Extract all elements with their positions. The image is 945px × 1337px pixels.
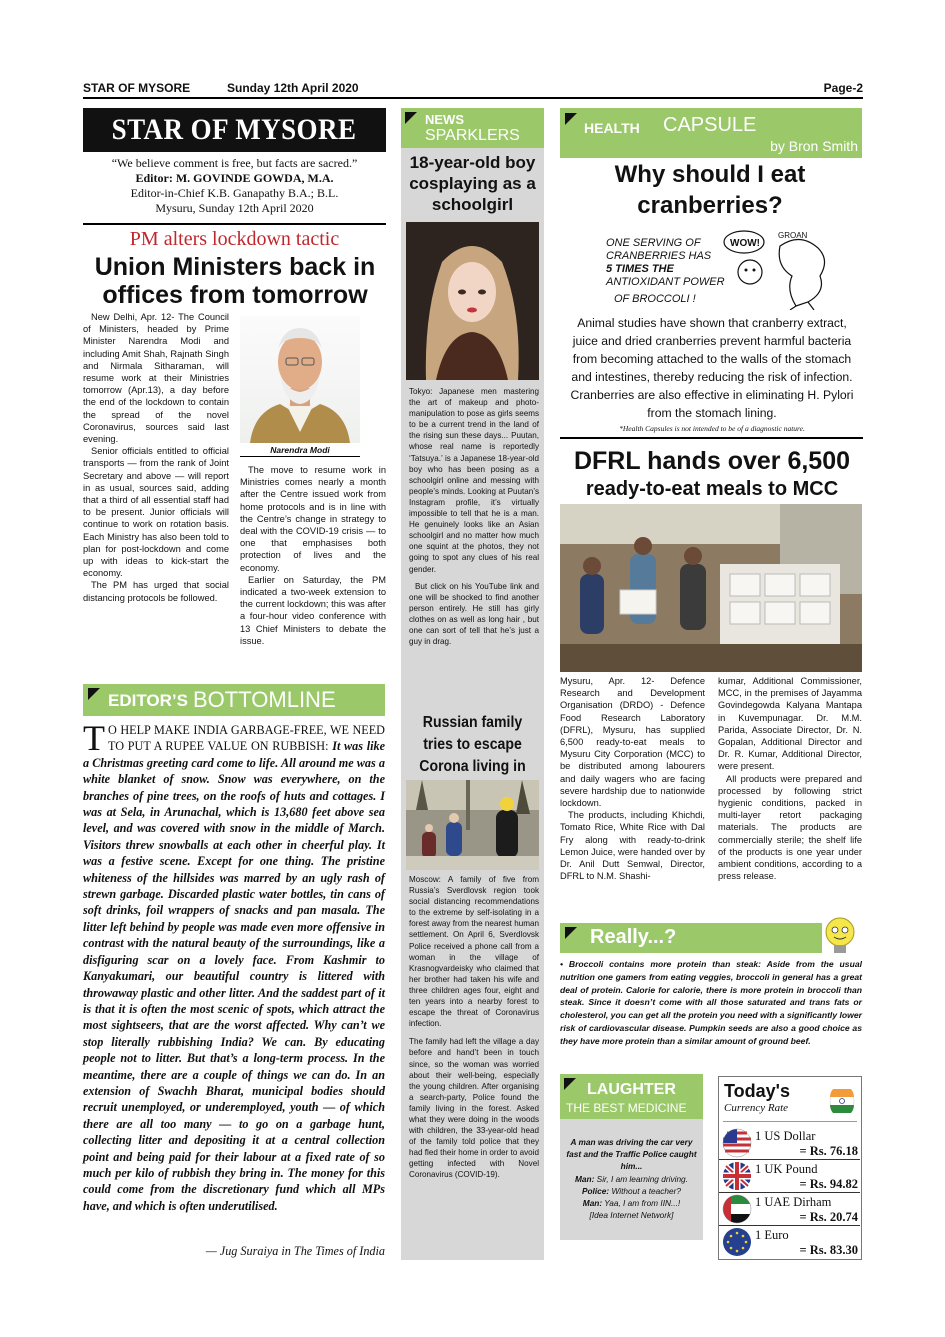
health-rule xyxy=(560,437,863,439)
laughter-banner xyxy=(560,1074,703,1119)
joke-speaker: Police: xyxy=(581,1185,610,1196)
cartoon-line-2: CRANBERRIES HAS xyxy=(606,250,712,262)
forest-family-illustration xyxy=(406,780,539,870)
modi-photo xyxy=(240,316,360,443)
best-medicine-label: THE BEST MEDICINE xyxy=(566,1101,687,1115)
joke-line xyxy=(564,1197,699,1209)
editor-credit: — Jug Suraiya in The Times of India xyxy=(205,1244,385,1258)
editor-lead-caps: O HELP MAKE INDIA GARBAGE-FREE, WE NEED TO PUT A RUPEE VALUE ON RUBBISH: xyxy=(108,723,385,754)
masthead-rule xyxy=(83,223,386,225)
editor-dropcap: T xyxy=(83,718,105,758)
joke-line xyxy=(564,1173,699,1185)
lead-col2-paragraph-2: Earlier on Saturday, the PM indicated a two-week extension to the current lockdown; this was after a four-hour video conference with 13 Chief Ministers to debate the issue. xyxy=(240,574,386,646)
sparkler-1-paragraph-2: But click on his YouTube link and one will be shocked to find another person entirely. He still has girly clothes on as well as long hair , but one can sort of tell that he’s just a guy in drag. xyxy=(409,581,539,647)
lead-col1-paragraph-1: New Delhi, Apr. 12- The Council of Ministers, headed by Prime Minister Narendra Modi and including Amit Shah, Rajnath Singh and Nirmala Sitharaman, will resume work at their Ministries tomorrow (Apr.13), a day before the end of the lockdown to contain the spread of the novel Coronavirus, sources said last evening. xyxy=(83,312,229,445)
currency-row xyxy=(719,1160,860,1193)
health-disclaimer: *Health Capsules is not intended to be of a diagnostic nature. xyxy=(619,424,805,433)
dfrl-col1-paragraph-1: Mysuru, Apr. 12- Defence Research and Development Organisation (DRDO) - Defence Food Research Laboratory (DFRL), Mysuru, has supplied 6,500 ready-to-eat meals to Mysuru City Corporation (MCC) to be distributed among labourers and daily wagers who are facing severe hardship due to nationwide lockdown. xyxy=(560,676,705,809)
dfrl-subhead: ready-to-eat meals to MCC xyxy=(585,478,839,500)
masthead-place-date: Mysuru, Sunday 12th April 2020 xyxy=(155,201,314,215)
cartoon-line-1: ONE SERVING OF xyxy=(606,237,701,249)
lead-column-2 xyxy=(240,464,386,647)
india-flag-icon xyxy=(827,1089,857,1113)
banner-corner-mark xyxy=(565,113,577,125)
dfrl-col1-paragraph-2: The products, including Khichdi, Tomato Rice, White Rice with Dal Fry along with ready-to-drink Lemon Juice, were handed over by Dr. Anil Dutt Semwal, Director, DFRL to N.M. Shashi- xyxy=(560,810,705,882)
bulb-mascot-icon xyxy=(818,914,862,958)
cartoon-line-5: OF BROCCOLI ! xyxy=(614,293,696,305)
currency-rate: = Rs. 83.30 xyxy=(799,1243,858,1257)
currency-title: Today's xyxy=(724,1081,790,1101)
sparkler-2-headline-text: Russian family tries to escape Corona living in xyxy=(419,714,526,775)
joke-speaker: Man: xyxy=(575,1173,595,1184)
editor-label-bold: EDITOR’S xyxy=(108,691,188,710)
sparklers-label: SPARKLERS xyxy=(425,127,520,144)
currency-rate: = Rs. 94.82 xyxy=(799,1177,858,1191)
modi-photo-caption: Narendra Modi xyxy=(240,445,360,457)
laughter-label: LAUGHTER xyxy=(587,1081,676,1098)
cartoon-groan: GROAN xyxy=(778,231,808,240)
currency-name: 1 UAE Dirham xyxy=(755,1195,832,1209)
cartoon-wow: WOW! xyxy=(730,238,760,249)
currency-box xyxy=(718,1076,862,1260)
masthead-editor: Editor: M. GOVINDE GOWDA, M.A. xyxy=(135,171,334,185)
currency-divider xyxy=(723,1121,857,1122)
dfrl-col2-paragraph-1: kumar, Additional Commissioner, MCC, in the premises of Jayamma Govindegowda Kalyana Mantapa in Kuvempunagar. Dr. M.M. Parida, Associate Director, Dr. N. Gopalan, Additional Director and Dr. R. Kumar, Additional Director, were present. xyxy=(718,676,862,772)
lead-col1-paragraph-3: The PM has urged that social distancing protocols be followed. xyxy=(83,580,229,603)
currency-row xyxy=(719,1226,860,1259)
lead-column-1 xyxy=(83,311,229,604)
modi-portrait-illustration xyxy=(240,316,360,443)
cosplay-girl-illustration xyxy=(406,222,539,380)
currency-rate: = Rs. 76.18 xyxy=(799,1144,858,1158)
sparkler-1-text xyxy=(409,386,539,647)
masthead-info xyxy=(83,156,386,216)
joke-source: [Idea Internet Network] xyxy=(589,1210,674,1221)
lead-kicker: PM alters lockdown tactic xyxy=(129,228,340,250)
dfrl-photo xyxy=(560,504,862,672)
editor-bottomline-text xyxy=(83,718,386,1214)
lead-col2-paragraph-1: The move to resume work in Ministries comes nearly a month after the Centre issued work from home protocols and is in line with the Centre’s change in strategy to deal with the COVID-19 crisis — to one that emphasises both protection of lives and the economy. xyxy=(240,465,386,573)
editor-body: It was like a Christmas greeting card come to life. All around me was a white blanket of snow. Snow was everywhere, on the branches of pine trees, on the roofs of huts and cottages. I was at Sela, in Arunachal, which is 13,680 feet above sea level, and was covered with snow in the middle of March. Visitors threw snowballs at each other in cheerful play. It was a festive scene. Except for one thing. The pristine whiteness of the hillsides was marred by an ugly rash of strewn garbage. Discarded plastic water bottles, tin cans of soft drinks, foil wrappers of snacks and pan masala. The litter left behind by people was made even more offensive in contrast with the natural beauty of the surroundings, like a disfiguring scar on a lovely face. From Kashmir to Kanyakumari, our beautiful country is littered with throwaway plastic and other litter. And the saddest part of it is that it is often the most scenic of spots, which attract the most sightseers, that are the worst affected. Why can’t we stop literally rubbishing India? We can. By educating people not to litter. But that’s a long-term process. In the meantime, there are a couple of things we can do. In an extension of Swachh Bharat, municipal bodies should recruit unemployed, or underemployed, youth — of which there are all too many — to go on a garbage hunt, collecting litter and depositing it at a central collection point and being paid for their labour at a fixed rate of so much per kilo of rubbish they bring in. The money for this could come from the discretionary fund which all MPs have, and which is often underutilised. xyxy=(83,739,386,1213)
laughter-joke xyxy=(564,1136,699,1221)
lead-col1-paragraph-2: Senior officials entitled to official transports — from the rank of Joint Secretary and above — will report in as usual, sources said, adding that a third of all essential staff had to be present. Junior officials will continue to work on rotation basis. Each Ministry has also been told to plan for post-lockdown and come up with ideas to kick-start the economy. xyxy=(83,446,229,579)
sparkler-1-headline: 18-year-old boy cosplaying as a schoolgirl xyxy=(409,153,536,214)
currency-subtitle: Currency Rate xyxy=(724,1102,789,1114)
masthead-logo xyxy=(83,108,386,152)
joke-text: Without a teacher? xyxy=(611,1185,682,1196)
currency-name: 1 Euro xyxy=(755,1228,789,1242)
health-capsule-banner xyxy=(560,108,862,158)
editor-label-light: BOTTOMLINE xyxy=(193,687,336,712)
sparkler-1-paragraph-1: Tokyo: Japanese men mastering the art of makeup and photo-manipulation to pose as girls seems to be a current trend in the land of the rising sun these days... Puutan, whose real name is reportedly ‘Tatsuya.’ is a Japanese 18-year-old boy who has been posing as a schoolgirl online and messing with people’s minds. Looking at Puutan’s Instagram profile, it’s virtually impossible to tell that he is a man. He genuinely looks like an Asian schoolgirl and no matter how much one squint at the photos, they not going to spot any clues of his real gender. xyxy=(409,387,539,574)
dfrl-col2-paragraph-2: All products were prepared and processed by following strict hygienic conditions, packed in multi-layer retort packaging materials. The products are commercially sterile; the shelf life of the products is one year under ambient conditions, according to a press release. xyxy=(718,773,862,882)
currency-row xyxy=(719,1127,860,1160)
page-header xyxy=(83,79,863,99)
really-label: Really...? xyxy=(590,926,677,948)
dfrl-column-1 xyxy=(560,675,705,882)
us-flag-icon xyxy=(722,1128,752,1158)
cartoon-line-3: 5 TIMES THE xyxy=(606,263,674,275)
uk-flag-icon xyxy=(722,1161,752,1191)
cranberry-cartoon xyxy=(600,226,840,310)
dfrl-headline: DFRL hands over 6,500 xyxy=(573,447,851,475)
sparkler-2-text xyxy=(409,874,539,1181)
joke-text: Yaa, I am from IIN...! xyxy=(604,1198,681,1209)
health-headline: Why should I eat cranberries? xyxy=(614,161,806,219)
header-paper-name: STAR OF MYSORE xyxy=(83,81,191,95)
masthead-editor-in-chief: Editor-in-Chief K.B. Ganapathy B.A.; B.L. xyxy=(130,186,339,200)
joke-text: Sir, I am learning driving. xyxy=(596,1173,688,1184)
dfrl-column-2 xyxy=(718,675,862,882)
header-page-number: Page-2 xyxy=(823,81,863,95)
currency-row xyxy=(719,1193,860,1226)
really-banner xyxy=(560,923,822,953)
joke-speaker: Man: xyxy=(582,1198,603,1209)
lead-headline: Union Ministers back in offices from tomorrow xyxy=(94,253,376,309)
masthead-logo-text: STAR OF MYSORE xyxy=(112,113,357,146)
news-label: NEWS xyxy=(425,112,464,127)
sparkler-2-paragraph-1: Moscow: A family of five from Russia’s Sverdlovsk region took social distancing recommendations to the extreme by self-isolating in a forest away from the nearest human settlement. On April 6, Sverdlovsk Police received a phone call from a woman in the village of Krasnogvardeisky who claimed that her brother had taken his wife and three children ages four, eight and ten years into a nearby forest to escape the threat of Coronavirus infection. xyxy=(409,875,539,1029)
joke-line xyxy=(564,1185,699,1197)
header-date: Sunday 12th April 2020 xyxy=(227,81,359,95)
uae-flag-icon xyxy=(722,1194,752,1224)
masthead-motto: “We believe comment is free, but facts are sacred.” xyxy=(111,156,358,170)
banner-corner-mark xyxy=(564,1078,576,1090)
cranberry-broccoli-cartoon xyxy=(600,226,840,310)
currency-rate: = Rs. 20.74 xyxy=(799,1210,858,1224)
cosplay-photo xyxy=(406,222,539,380)
currency-name: 1 UK Pound xyxy=(755,1162,818,1176)
health-body: Animal studies have shown that cranberry extract, juice and dried cranberries prevent harmful bacteria from becoming attached to the walls of the stomach and intestines, thereby reducing the risk of infection. Cranberries are also effective in eliminating H. Pylori from the stomach lining. xyxy=(570,316,854,420)
banner-corner-mark xyxy=(88,688,100,700)
news-sparklers-banner xyxy=(401,108,544,148)
sparkler-2-paragraph-2: The family had left the village a day before and hand’t been in touch since, so the woman was worried about their well-being, especially the young children. After organising a search-party, Police found the family living in the forest. Asked what they were doing in the woods with children, the 33-year-old head of the family told police that they had fled their home in order to avoid getting infected with Novel Coronavirus (COVID-19). xyxy=(409,1037,539,1180)
food-boxes-handover-illustration xyxy=(560,504,862,672)
banner-corner-mark xyxy=(405,112,417,124)
capsule-label-light: CAPSULE xyxy=(663,114,757,136)
lightbulb-icon xyxy=(818,914,862,958)
editor-bottomline-banner xyxy=(83,684,385,716)
health-label-bold: HEALTH xyxy=(584,120,640,136)
joke-intro: A man was driving the car very fast and the Traffic Police caught him... xyxy=(566,1137,697,1172)
banner-corner-mark xyxy=(565,927,577,939)
health-byline: by Bron Smith xyxy=(770,138,858,154)
cartoon-line-4: ANTIOXIDANT POWER xyxy=(606,276,725,288)
russian-family-photo xyxy=(406,780,539,870)
eu-flag-icon xyxy=(722,1227,752,1257)
currency-name: 1 US Dollar xyxy=(755,1129,816,1143)
really-body: • Broccoli contains more protein than steak: Aside from the usual nutrition one gamers from eating veggies, broccoli in general has a great deal of protein. Calorie for calorie, there is more protein in broccoli than steak. Since it doesn’t come with all those saturated and trans fats or cholesterol, you can get all the protein you need with a significantly lower risk of cardiovascular disease. Pumpkin seeds are also a good choice as they have more protein than a similar amount of ground beef. xyxy=(560,959,862,1046)
